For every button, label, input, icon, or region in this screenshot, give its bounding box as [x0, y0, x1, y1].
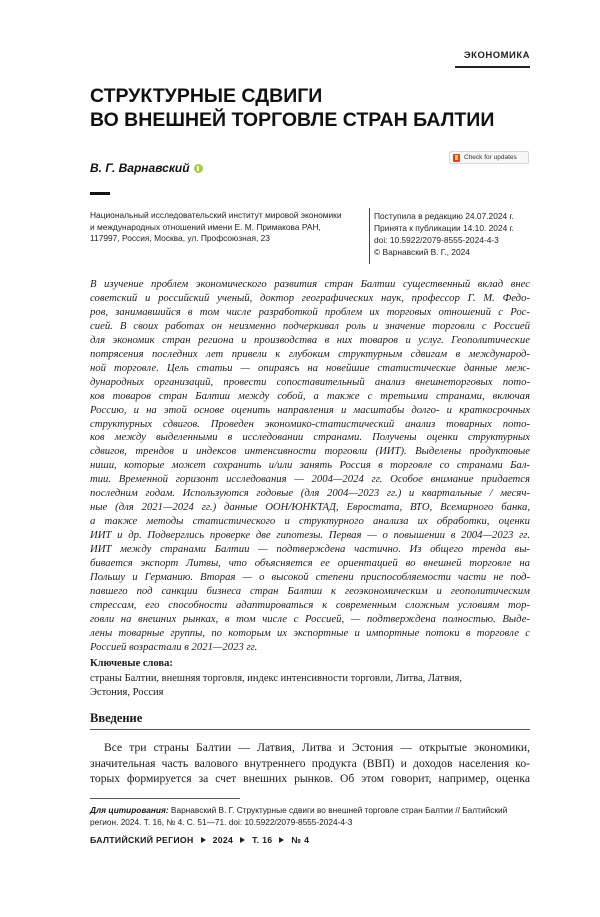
affiliation-line: 117997, Россия, Москва, ул. Профсоюзная, 23 [90, 233, 270, 244]
author-dash [90, 192, 110, 195]
accepted-date: Принята к публикации 14.10. 2024 г. [374, 223, 514, 233]
citation-label: Для цитирования: [90, 805, 169, 815]
orcid-icon[interactable] [194, 164, 203, 173]
abstract-line: сдвигов, трендов и индексов интенсивности торговли (ИИТ). Выделены продуктовые [90, 445, 530, 458]
abstract-line: ков между выделенными в исследовании странами. Получены оценки структурных [90, 431, 530, 444]
journal-name: БАЛТИЙСКИЙ РЕГИОН [90, 835, 194, 845]
meta-divider [369, 208, 370, 264]
introduction-line: Все три страны Балтии — Латвия, Литва и Эстония — открытые экономики, [104, 741, 530, 754]
abstract-line: сией. В своих работах он неизменно подчеркивал роль и значение торговли с Россией [90, 319, 530, 332]
citation-text: Варнавский В. Г. Структурные сдвиги во внешней торговле стран Балтии // Балтийский [168, 805, 508, 815]
keywords-line: Эстония, Россия [90, 686, 164, 698]
keywords-line: страны Балтии, внешняя торговля, индекс интенсивности торговли, Литва, Латвия, [90, 673, 462, 684]
abstract-line: советский и российский ученый, доктор географических наук, профессор Г. М. Федо- [90, 291, 530, 304]
check-for-updates-label: Check for updates [464, 154, 517, 161]
abstract-line: тии. Временной горизонт исследования — 2004—2024 гг. Особое внимание придается [90, 473, 530, 486]
citation [90, 804, 530, 828]
section-rule [455, 66, 530, 68]
journal-footer [90, 835, 309, 845]
introduction-body [90, 740, 530, 787]
citation-line [90, 804, 530, 816]
journal-issue: № 4 [291, 835, 310, 845]
abstract-line: ков товаров стран Балтии между собой, а также с третьими странами, включая [90, 389, 530, 402]
bookmark-icon [453, 154, 460, 162]
abstract-line: лены товарные группы, по которым их экспортные и импортные потоки в торговле с [90, 626, 530, 639]
abstract-line: ной торговле. Цель статьи — опираясь на новейшие статистические данные меж- [90, 361, 530, 374]
abstract-line: ИИТ между странами Балтии — подтверждена частично. Из общего тренда вы- [90, 543, 530, 556]
abstract-line: бивается экспорт Литвы, что объясняется ее ориентацией во внешней торговле на [90, 557, 530, 570]
title-line: СТРУКТУРНЫЕ СДВИГИ [90, 85, 323, 107]
received-date: Поступила в редакцию 24.07.2024 г. [374, 211, 514, 221]
abstract-line: ров, занимавшийся в том числе разработкой проблем их торговых отношений с Рос- [90, 305, 530, 318]
copyright: © Варнавский В. Г., 2024 [374, 247, 470, 257]
affiliation-line: Национальный исследовательский институт мировой экономики [90, 210, 342, 220]
abstract-line: а также методы статистического и структурного анализа их обработки, оценки [90, 515, 530, 528]
keywords [90, 672, 530, 699]
introduction-heading: Введение [90, 711, 143, 725]
affiliation [90, 210, 370, 245]
journal-volume: Т. 16 [252, 835, 273, 845]
abstract-line: ИИТ и др. Подверглись проверке две гипотезы. Первая — о повышении в 2004—2023 гг. [90, 529, 530, 542]
section-label: ЭКОНОМИКА [463, 50, 530, 61]
abstract-line: ные (для 2021—2024 гг.) данные ООН/ЮНКТАД, Евростата, ВТО, Всемирного банка, [90, 501, 530, 514]
abstract-line: потрясения последних лет привели к глубоким структурным сдвигам в международ- [90, 347, 530, 360]
article-title [90, 84, 530, 132]
abstract-line: павшего под санкции бизнеса стран Балтии к геоэкономическим и геополитическим [90, 584, 530, 597]
abstract-line: структурных сдвигов. Проведен экономико-статистический анализ товарных пото- [90, 417, 530, 430]
abstract-line: Польшу и Германию. Вторая — о высокой степени приспособляемости части не под- [90, 571, 530, 584]
introduction-line: значительная часть валового внутреннего продукта (ВВП) и доходов населения ко- [90, 756, 530, 770]
keywords-heading: Ключевые слова: [90, 658, 173, 669]
triangle-icon [279, 837, 284, 843]
abstract-line: В изучение проблем экономического развития стран Балтии существенный вклад внес [90, 278, 530, 290]
triangle-icon [240, 837, 245, 843]
introduction-rule [90, 729, 530, 730]
citation-rule [90, 798, 240, 799]
journal-year: 2024 [212, 835, 234, 845]
abstract-line: стрессам, его способности адаптироваться к современным сложным условиям тор- [90, 598, 530, 611]
affiliation-line: и международных отношений имени Е. М. Примакова РАН, [90, 221, 321, 232]
abstract-line: говли на внешних рынках, в том числе с Россией, — подтверждена полностью. Выде- [90, 612, 530, 625]
abstract-line: дународных организаций, провести сопоставительный анализ внешнеторговых пото- [90, 375, 530, 388]
abstract-line: для экономик стран региона и производства в них товаров и услуг. Геополитические [90, 333, 530, 346]
abstract-line: последним годам. Используются годовые (для 2004—2023 гг.) и квартальные / месяч- [90, 487, 530, 500]
triangle-icon [201, 837, 206, 843]
abstract [90, 278, 530, 655]
introduction-line: торых формируется за счет внешних рынков. Об этом говорит, например, оценка [90, 772, 530, 786]
author [90, 161, 203, 175]
doi-link[interactable]: doi: 10.5922/2079-8555-2024-4-3 [374, 235, 499, 245]
abstract-line: ниши, которые может сохранить и/или занять Россия в торговле со странами Бал- [90, 459, 530, 472]
author-name: В. Г. Варнавский [90, 161, 190, 175]
abstract-line: Россией возрастали в 2021—2023 гг. [90, 640, 258, 653]
check-for-updates-button[interactable] [449, 151, 529, 164]
publication-meta [374, 210, 544, 258]
citation-line: регион. 2024. Т. 16, № 4. С. 51—71. doi: 10.5922/2079-8555-2024-4-3 [90, 817, 353, 827]
abstract-line: Россию, и на этой основе оценить направления и масштабы долго- и краткосрочных [90, 403, 530, 416]
title-line: ВО ВНЕШНЕЙ ТОРГОВЛЕ СТРАН БАЛТИИ [90, 109, 495, 131]
